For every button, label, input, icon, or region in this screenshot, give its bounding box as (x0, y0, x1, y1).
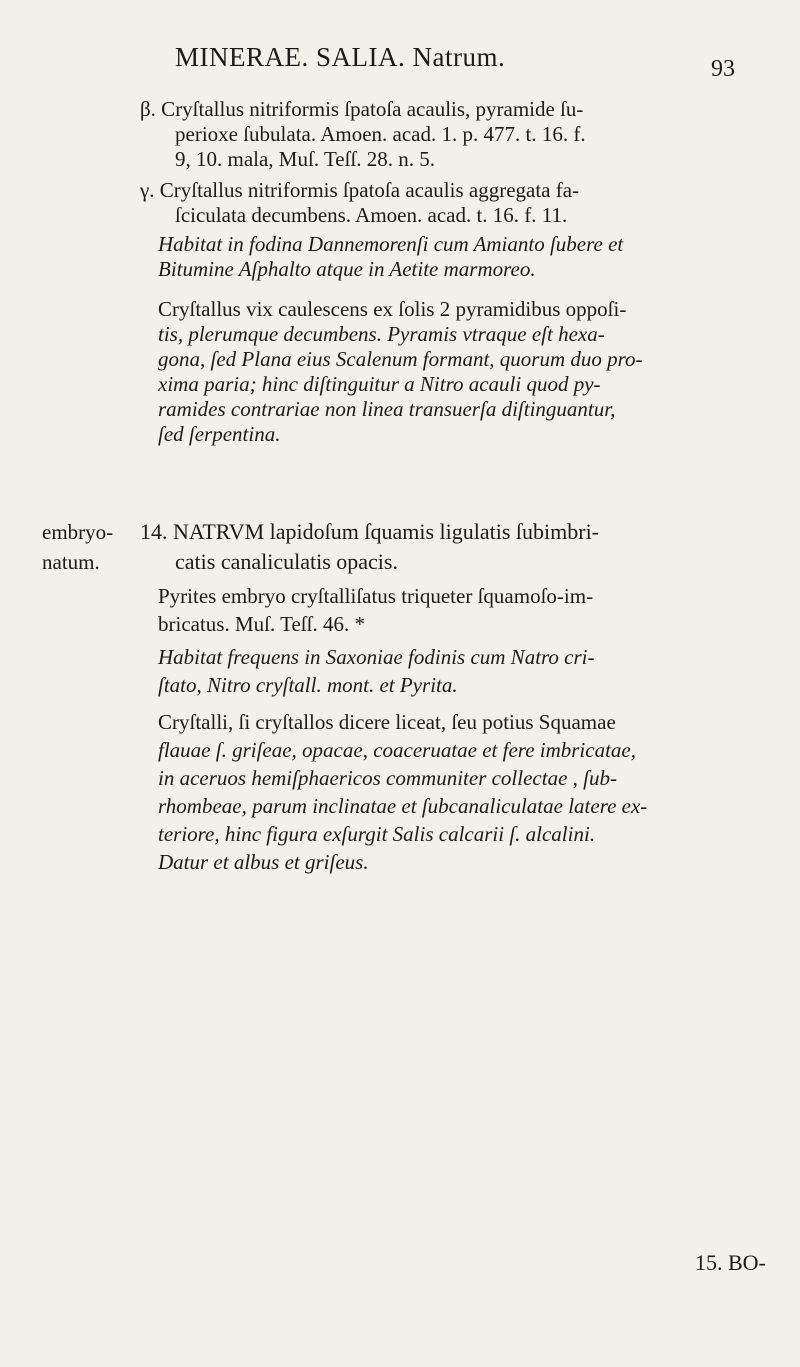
entry-gamma-line-1: γ. Cryſtallus nitriformis ſpatoſa acaulis aggregata fa- (140, 178, 580, 202)
entry-14-line-2: catis canaliculatis opacis. (175, 549, 398, 574)
description-paragraph-2 (140, 708, 755, 876)
description-paragraph-1 (140, 297, 755, 447)
entry-beta-line-1: β. Cryſtallus nitriformis ſpatoſa acaulis, pyramide ſu- (140, 97, 584, 121)
description-1-line-4: xima paria; hinc diſtinguitur a Nitro acauli quod py- (158, 372, 601, 396)
margin-note-line-1: embryo- (42, 520, 114, 544)
habitat-paragraph-2 (140, 643, 755, 699)
margin-note-line-2: natum. (42, 550, 100, 574)
pyrites-paragraph (140, 582, 755, 638)
habitat-2-line-1: Habitat frequens in Saxoniae fodinis cum Natro cri- (158, 645, 595, 669)
description-1-line-6: ſed ſerpentina. (158, 422, 281, 446)
habitat-1-line-2: Bitumine Aſphalto atque in Aetite marmoreo. (158, 257, 536, 281)
entry-beta (140, 97, 755, 172)
entry-gamma (140, 178, 755, 228)
description-1-line-2: tis, plerumque decumbens. Pyramis vtraque eſt hexa- (158, 322, 605, 346)
description-1-line-3: gona, ſed Plana eius Scalenum formant, quorum duo pro- (158, 347, 643, 371)
running-head (175, 42, 735, 82)
running-head-title: MINERAE. SALIA. Natrum. (175, 42, 506, 72)
entry-beta-line-2: perioxe ſubulata. Amoen. acad. 1. p. 477. t. 16. f. (175, 122, 586, 146)
description-2-line-4: rhombeae, parum inclinatae et ſubcanaliculatae latere ex- (158, 794, 648, 818)
pyrites-line-1: Pyrites embryo cryſtalliſatus triqueter ſquamoſo-im- (158, 584, 594, 608)
habitat-2-line-2: ſtato, Nitro cryſtall. mont. et Pyrita. (158, 673, 458, 697)
entry-beta-line-3: 9, 10. mala, Muſ. Teſſ. 28. n. 5. (175, 147, 436, 171)
page-number: 93 (711, 56, 735, 82)
entry-14 (140, 517, 755, 577)
pyrites-line-2: bricatus. Muſ. Teſſ. 46. * (158, 612, 365, 636)
habitat-1-line-1: Habitat in fodina Dannemorenſi cum Amianto ſubere et (158, 232, 624, 256)
catchword: 15. BO- (695, 1250, 766, 1275)
margin-note (42, 517, 142, 577)
description-1-line-1: Cryſtallus vix caulescens ex ſolis 2 pyramidibus oppoſi- (158, 297, 627, 321)
entry-14-line-1: 14. NATRVM lapidoſum ſquamis ligulatis ſubimbri- (140, 519, 600, 544)
description-2-line-5: teriore, hinc figura exſurgit Salis calcarii ſ. alcalini. (158, 822, 596, 846)
entry-gamma-line-2: ſciculata decumbens. Amoen. acad. t. 16. f. 11. (175, 203, 568, 227)
description-2-line-6: Datur et albus et griſeus. (158, 850, 369, 874)
description-2-line-1: Cryſtalli, ſi cryſtallos dicere liceat, ſeu potius Squamae (158, 710, 616, 734)
description-2-line-2: flauae ſ. griſeae, opacae, coaceruatae et fere imbricatae, (158, 738, 636, 762)
description-2-line-3: in aceruos hemiſphaericos communiter collectae , ſub- (158, 766, 617, 790)
habitat-paragraph-1 (140, 232, 755, 282)
description-1-line-5: ramides contrariae non linea transuerſa diſtinguantur, (158, 397, 616, 421)
